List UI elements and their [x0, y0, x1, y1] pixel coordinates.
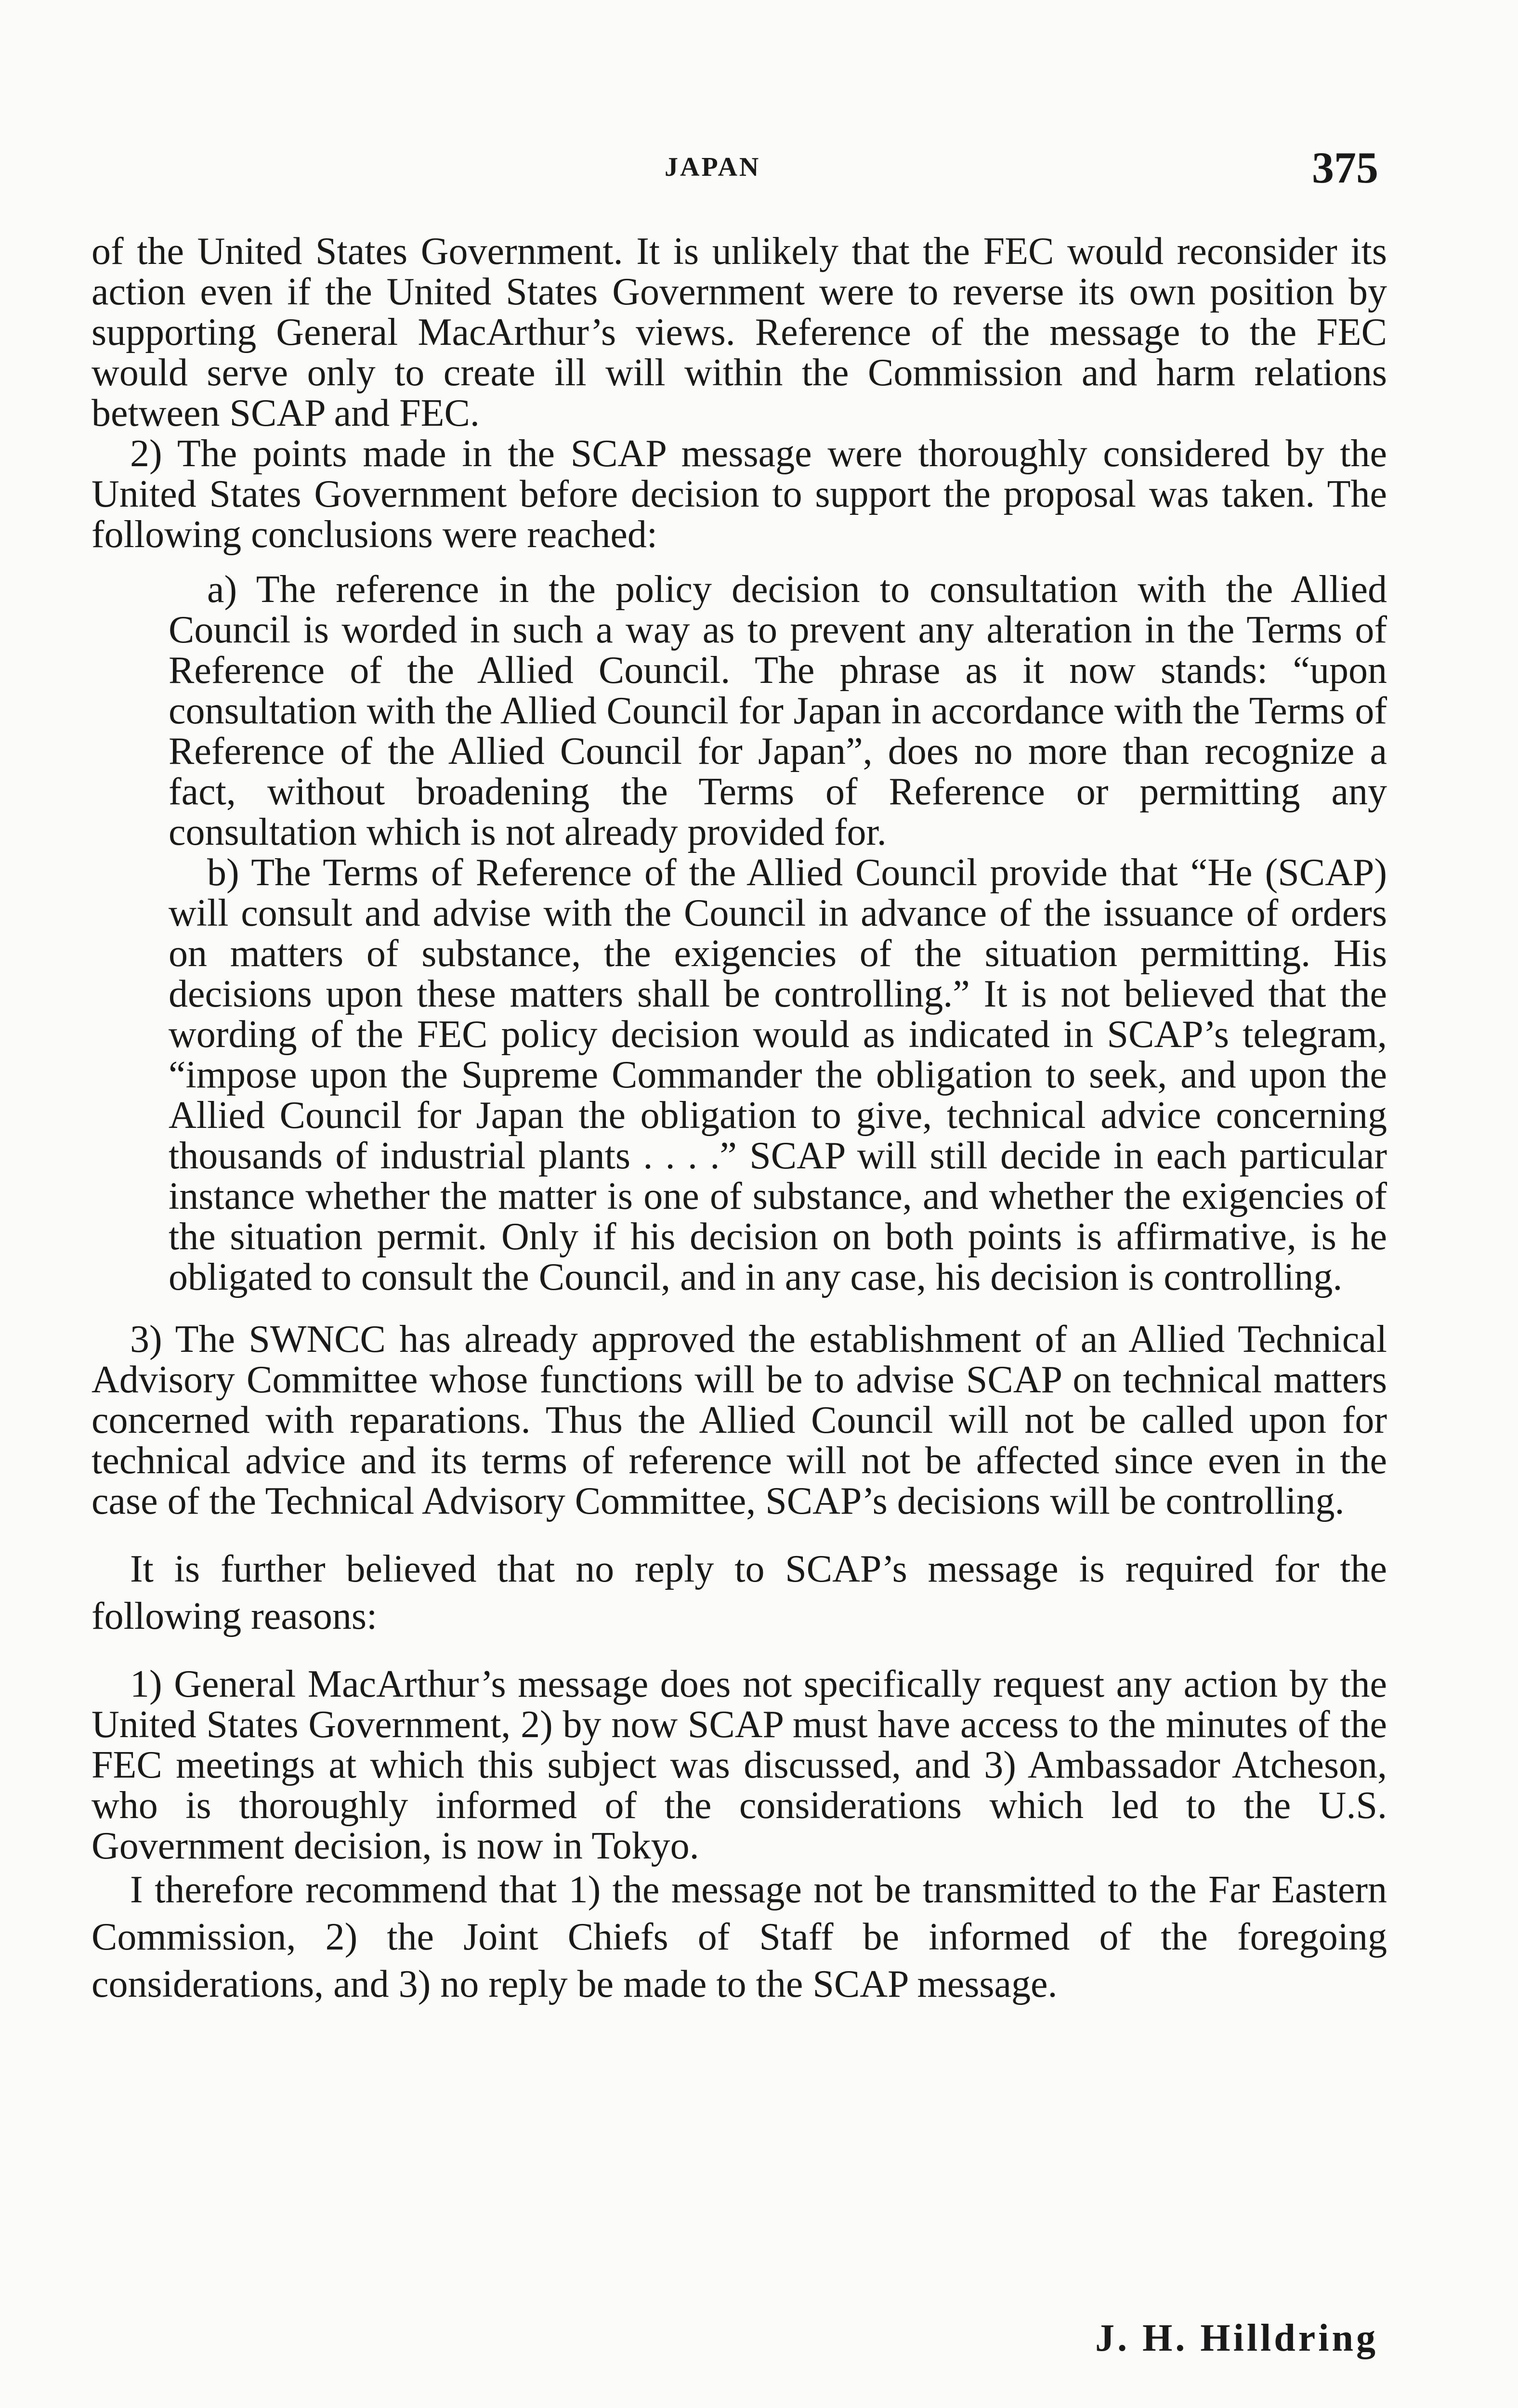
running-head: JAPAN	[665, 152, 761, 182]
page-number: 375	[1312, 143, 1378, 192]
paragraph-subpoint-b: b) The Terms of Reference of the Allied Council provide that “He (SCAP) will consult and advise with the Council in advance of the issuance of orders on matters of substance, the exigencies of the situation permitting. His decisions upon these matters shall be controlling.” It is not believed that the wording of the FEC policy decision would as indicated in SCAP’s telegram, “impose upon the Supreme Commander the obligation to seek, and upon the Allied Council for Japan the obligation to give, technical advice concerning thousands of industrial plants . . . .” SCAP will still decide in each particular instance whether the matter is one of substance, and whether the exigencies of the situation permit. Only if his decision on both points is affirmative, is he obligated to consult the Council, and in any case, his decision is controlling.	[169, 851, 1387, 1298]
paragraph-reasons: 1) General MacArthur’s message does not specifically request any action by the United States Government, 2) by now SCAP must have access to the minutes of the FEC meetings at which this subject was discussed, and 3) Ambassador Atcheson, who is thoroughly informed of the considerations which led to the U.S. Government decision, is now in Tokyo.	[92, 1663, 1387, 1867]
paragraph-recommendation: I therefore recommend that 1) the message not be transmitted to the Far Eastern Commission, 2) the Joint Chiefs of Staff be informed of the foregoing considerations, and 3) no reply be made to the SCAP message.	[92, 1869, 1387, 2005]
paragraph-point-2: 2) The points made in the SCAP message were thoroughly considered by the United States Government before decision to support the proposal was taken. The following conclusions were reached:	[92, 432, 1387, 556]
paragraph-further-belief: It is further believed that no reply to SCAP’s message is required for the following reasons:	[92, 1548, 1387, 1637]
page-header	[0, 142, 1518, 200]
paragraph-subpoint-a: a) The reference in the policy decision to consultation with the Allied Council is worded in such a way as to prevent any alteration in the Terms of Reference of the Allied Council. The phrase as it now stands: “upon consultation with the Allied Council for Japan in accordance with the Terms of Reference of the Allied Council for Japan”, does no more than recognize a fact, without broadening the Terms of Reference or permitting any consultation which is not already provided for.	[169, 568, 1387, 853]
signature: J. H. Hilldring	[1095, 2317, 1378, 2359]
document-body	[92, 231, 1387, 2008]
paragraph-continuation: of the United States Government. It is unlikely that the FEC would reconsider its action even if the United States Government were to reverse its own position by supporting General MacArthur’s views. Reference of the message to the FEC would serve only to create ill will within the Commission and harm relations between SCAP and FEC.	[92, 230, 1387, 434]
paragraph-point-3: 3) The SWNCC has already approved the establishment of an Allied Technical Advisory Committee whose functions will be to advise SCAP on technical matters concerned with reparations. Thus the Allied Council will not be called upon for technical advice and its terms of reference will not be affected since even in the case of the Technical Advisory Committee, SCAP’s decisions will be controlling.	[92, 1318, 1387, 1522]
